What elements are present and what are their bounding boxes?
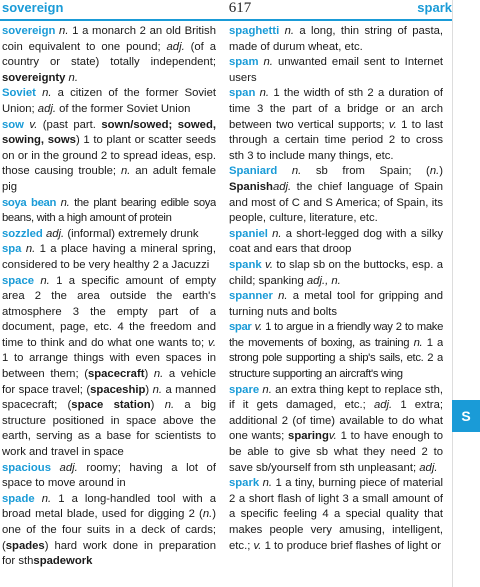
part-of-speech: adj. [419, 461, 438, 474]
part-of-speech: n. [65, 71, 78, 84]
part-of-speech: adj. [37, 102, 57, 115]
definition-text: 1 a place having a mineral spring, considered to be very healthy 2 a Jacuzzi [2, 243, 216, 271]
definition-text: of Spain, its people, culture, literature, etc. [229, 196, 443, 225]
entry-headword: spacious [2, 461, 51, 474]
dictionary-entry [2, 118, 216, 196]
definition-text: a vehicle for space travel; ( [2, 368, 216, 396]
entry-headword: space [2, 274, 35, 287]
definition-text: hard work done in preparation for sth [2, 539, 216, 568]
bold-derivative: sparing [288, 430, 329, 443]
entry-headword: sozzled [2, 227, 43, 240]
definition-text: to slap sb on the buttocks, esp. a child; spanking [229, 258, 443, 287]
part-of-speech: n. [21, 243, 40, 256]
definition-text: the chief language of Spain and most of C and S America; [229, 180, 443, 209]
part-of-speech: n. [34, 492, 59, 505]
definition-text: a big structure positioned in space above the earth, serving as a base for scientists to work and travel in space [2, 399, 216, 459]
dictionary-entry [229, 258, 443, 289]
definition-text: 1 a specific amount of empty area 2 the area outside the earth's atmosphere 3 the empty part of a document, page, etc. 4 the freedom and time to think and do what one wants to; [2, 274, 216, 349]
entry-headword: spa [2, 243, 22, 256]
entry-headword: spanner [229, 290, 273, 303]
definition-text: 1 extra; additional 2 (of time) available to do what one wants; [229, 399, 443, 443]
definition-text: ) [145, 383, 153, 396]
part-of-speech: n. [153, 368, 164, 381]
definition-text: ) [144, 368, 154, 381]
definition-text: 1 a long-handled tool with a broad metal blade, used for digging 2 ( [2, 492, 216, 521]
definition-text: 1 to have enough to be able to give sb what they need 2 to save sb/yourself from sth unpleasant; [229, 430, 443, 474]
part-of-speech: n. [55, 25, 73, 37]
dictionary-entry [2, 242, 216, 273]
dictionary-entry [229, 320, 443, 382]
entry-headword: span [229, 87, 256, 100]
bold-derivative: sown/sowed; sowed, sowing, sows [2, 118, 216, 147]
page-header [0, 0, 480, 22]
entry-headword: spar [229, 321, 252, 334]
entry-headword: Spaniard [229, 165, 278, 178]
definition-text: ) 1 to plant or scatter seeds on or in the ground 2 to spread ideas, esp. those causing trouble; [2, 134, 216, 178]
part-of-speech: n. [267, 227, 286, 240]
left-column [2, 24, 216, 587]
definition-text: of the former Soviet Union [56, 102, 191, 115]
definition-text: 1 to last through a certain time period 2 to cross sth 3 to include many things, etc. [229, 118, 443, 162]
dictionary-entry [229, 289, 443, 320]
dictionary-entry [229, 227, 443, 258]
entry-headword: sovereign [2, 25, 56, 37]
part-of-speech: n. [259, 477, 276, 490]
definition-text: a metal tool for gripping and turning nuts and bolts [229, 290, 443, 318]
definition-text: (informal) extremely drunk [67, 227, 199, 240]
part-of-speech: n. [277, 165, 316, 178]
bold-derivative: spadework [33, 555, 93, 568]
part-of-speech: n. [152, 383, 163, 396]
part-of-speech: n. [164, 399, 175, 412]
left-running-headword: sovereign [2, 0, 64, 15]
part-of-speech: v. [388, 118, 397, 131]
definition-text: a short-legged dog with a silky coat and ears that droop [229, 227, 443, 256]
definition-text: a long, thin string of pasta, made of durum wheat, etc. [229, 25, 443, 53]
entry-headword: spank [229, 258, 262, 271]
entry-headword: soya bean [2, 196, 56, 209]
dictionary-entry [2, 492, 216, 570]
dictionary-entry [2, 461, 216, 492]
entry-headword: spare [229, 383, 260, 396]
dictionary-entry [229, 55, 443, 86]
bold-derivative: spacecraft [87, 368, 145, 381]
right-running-headword: spark [417, 0, 452, 15]
dictionary-entry [2, 24, 216, 86]
dictionary-entry [229, 476, 443, 554]
entry-headword: spade [2, 492, 35, 505]
part-of-speech: n. [35, 87, 58, 100]
entry-headword: spam [229, 56, 259, 69]
dictionary-entry [229, 164, 443, 226]
dictionary-entry [2, 274, 216, 461]
definition-text: (past part. [42, 118, 102, 131]
part-of-speech: n. [255, 87, 274, 100]
part-of-speech: n. [272, 290, 293, 303]
part-of-speech: n. [120, 165, 131, 178]
page-edge-line [452, 0, 453, 587]
bold-derivative: sovereignty [2, 71, 66, 84]
dictionary-entry [2, 227, 216, 243]
definition-text: 1 to argue in a friendly way 2 to make the movements of boxing, as training [229, 321, 443, 349]
part-of-speech: n. [429, 165, 440, 178]
part-of-speech: n. [258, 56, 278, 69]
thumb-index-tab[interactable]: S [452, 400, 480, 432]
bold-derivative: spaceship [90, 383, 146, 396]
dictionary-entry [229, 383, 443, 477]
page-number: 617 [228, 0, 252, 16]
definition-text: the plant bearing edible soya beans, with a high amount of protein [2, 196, 216, 225]
definition-text: a citizen of the former Soviet Union; [2, 87, 216, 115]
definition-text: (of a country or state) totally independent; [2, 40, 216, 69]
part-of-speech: v. [253, 539, 262, 552]
entry-headword: Soviet [2, 87, 36, 100]
definition-text: an extra thing kept to replace sth, if it gets damaged, etc.; [229, 383, 443, 412]
bold-derivative: Spanish [229, 180, 273, 193]
part-of-speech: adj. [166, 40, 185, 53]
definition-text: 1 a tiny, burning piece of material 2 a short flash of light 3 a small amount of a specific feeling 4 a special quality that makes people very amusing, intelligent, etc.; [229, 477, 443, 552]
definition-text: roomy; having a lot of space to move around in [2, 461, 216, 490]
definition-text: an adult female pig [2, 165, 216, 193]
definition-text: 1 a monarch 2 an old British coin equivalent to one pound; [2, 25, 216, 53]
entry-headword: spark [229, 477, 260, 490]
dictionary-entry [2, 86, 216, 117]
definition-text: ) [44, 539, 55, 552]
part-of-speech: adj., n. [306, 274, 341, 287]
part-of-speech: n. [34, 274, 57, 287]
part-of-speech: v. [208, 336, 216, 349]
part-of-speech: adj. [272, 180, 292, 193]
definition-text: 1 to produce brief flashes of light or [261, 539, 442, 552]
definition-text: 1 a strong pole supporting a ship's sails, etc. 2 a structure supporting an aircraft's wing [229, 336, 443, 381]
part-of-speech: v. [328, 430, 337, 443]
part-of-speech: v. [261, 258, 277, 271]
part-of-speech: n. [259, 383, 276, 396]
part-of-speech: n. [413, 336, 423, 349]
bold-derivative: space station [71, 399, 151, 412]
dictionary-entry [2, 196, 216, 227]
entry-headword: sow [2, 118, 24, 131]
definition-text: sb from Spain; ( [315, 165, 430, 178]
part-of-speech: v. [23, 118, 43, 131]
part-of-speech: n. [279, 25, 300, 37]
dictionary-entry [229, 86, 443, 164]
entry-headword: spaniel [229, 227, 268, 240]
definition-text: ) one of the four suits in a deck of cards; ( [2, 508, 216, 552]
entry-headword: spaghetti [229, 25, 280, 37]
definition-text: ) [150, 399, 165, 412]
part-of-speech: n. [56, 196, 75, 209]
definition-text: a manned spacecraft; ( [2, 383, 216, 412]
part-of-speech: v. [251, 321, 266, 334]
bold-derivative: spades [5, 539, 45, 552]
definition-text: ) [439, 165, 443, 178]
dictionary-entry [229, 24, 443, 55]
header-rule [0, 19, 452, 21]
definition-text: unwanted email sent to Internet users [229, 56, 443, 84]
part-of-speech: n. [202, 508, 213, 521]
part-of-speech: adj. [42, 227, 68, 240]
part-of-speech: adj. [373, 399, 393, 412]
right-column [229, 24, 443, 587]
definition-text: 1 the width of sth 2 a duration of time 3 the part of a bridge or an arch between two vertical supports; [229, 87, 443, 131]
part-of-speech: adj. [50, 461, 87, 474]
definition-text: 1 to arrange things with even spaces in between them; ( [2, 352, 216, 381]
